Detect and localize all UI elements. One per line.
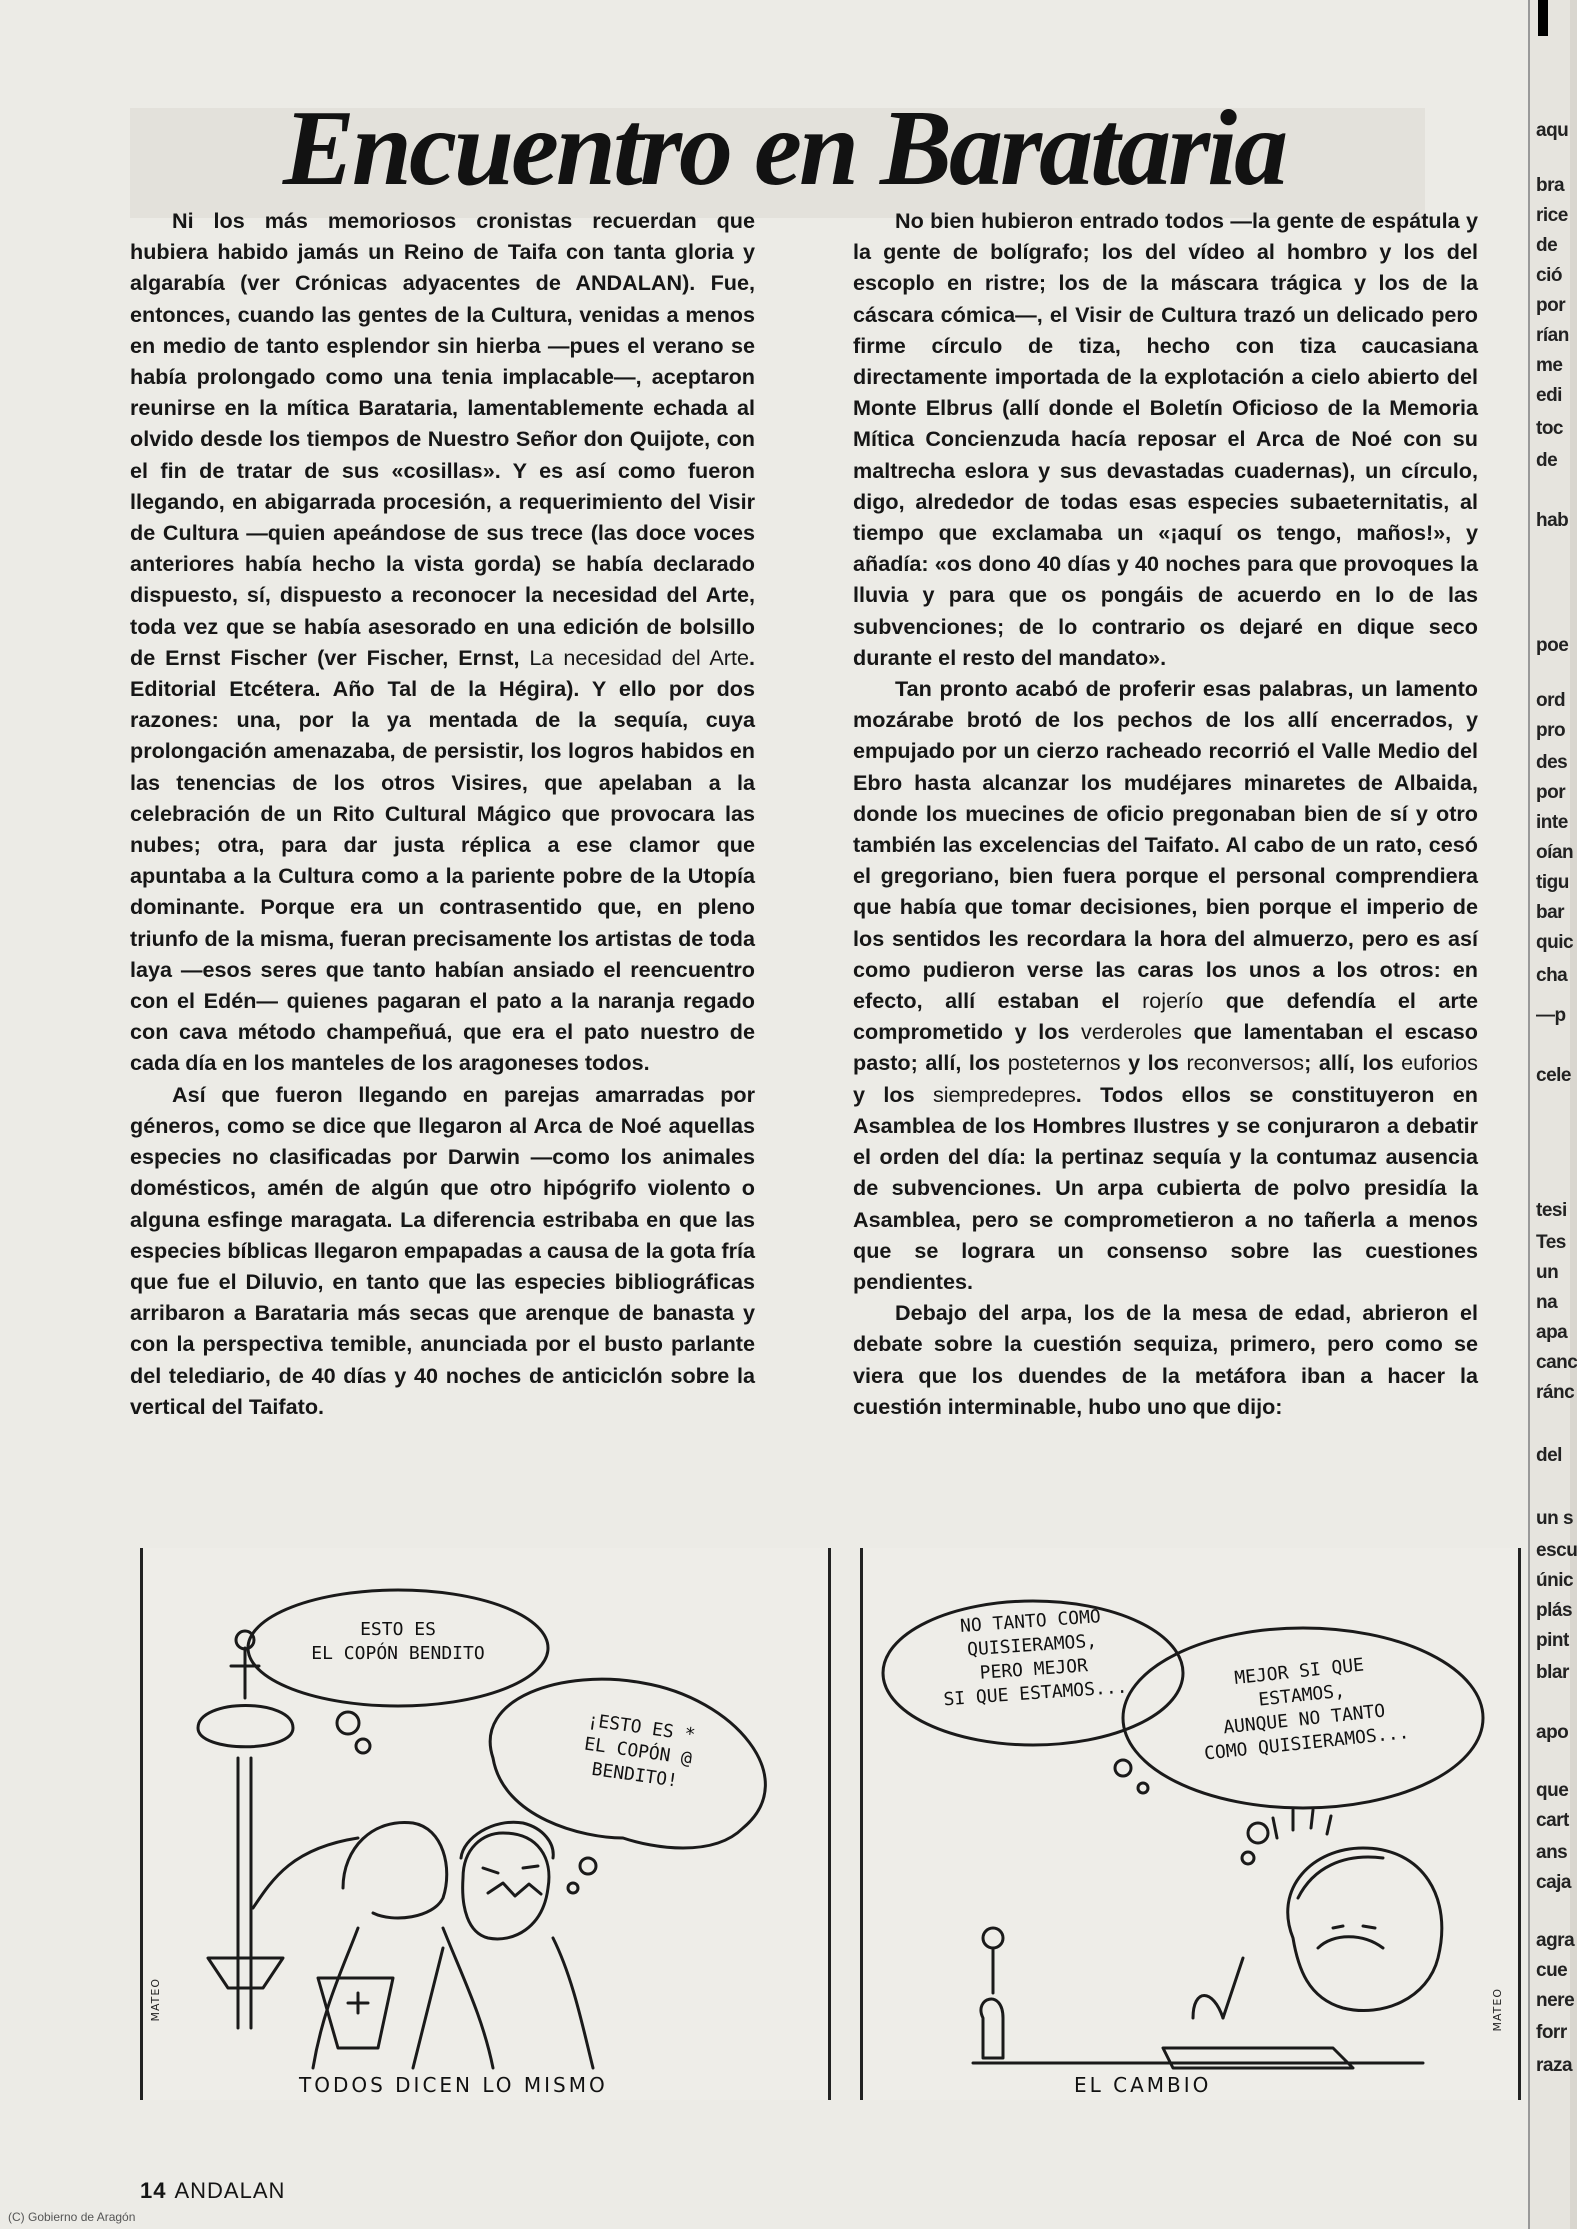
adjacent-page-text-fragment: únic bbox=[1536, 1570, 1574, 1591]
article-text: Así que fueron llegando en parejas amarradas por géneros, como se dice que llegaron al Arca de Noé aquellas especies no clasificadas por Darwin —como los animales domésticos, amén de algún que otro hipógrifo violento o alguna esfinge maragata. La diferencia estribaba en que las especies bíblicas llegaron empapadas a causa de la gota fría que fue el Diluvio, en tanto que las especies bibliográficas arribaron a Barataria más secas que arenque de banasta y con la perspectiva temible, anunciada por el busto parlante del telediario, de 40 días y 40 noches de anticiclón sobre la vertical del Taifato. bbox=[130, 1081, 755, 1419]
adjacent-page-text-fragment: raza bbox=[1536, 2055, 1573, 2076]
artist-signature: MATEO bbox=[149, 1978, 162, 2022]
adjacent-page-text-fragment: de bbox=[1536, 450, 1558, 471]
adjacent-page-text-fragment: me bbox=[1536, 355, 1563, 376]
article-paragraph bbox=[853, 1297, 1478, 1422]
article-text-light: La necesidad del Arte bbox=[529, 644, 749, 670]
adjacent-page-text-fragment: ans bbox=[1536, 1842, 1568, 1863]
article-text: Debajo del arpa, los de la mesa de edad, abrieron el debate sobre la cuestión sequiza, primero, pero como se viera que los duendes de la metáfora iban a hacer la cuestión interminable, hubo uno que dijo: bbox=[853, 1300, 1478, 1419]
copyright-credit: (C) Gobierno de Aragón bbox=[8, 2210, 136, 2224]
bubble-text-esto-es-2: ¡ESTO ES * EL COPÓN @ BENDITO! bbox=[582, 1709, 697, 1792]
article-text-light: verderoles bbox=[1081, 1019, 1182, 1045]
adjacent-page-text-fragment: un bbox=[1536, 1262, 1559, 1283]
adjacent-page-text-fragment: forr bbox=[1536, 2022, 1567, 2043]
adjacent-page-text-fragment: cha bbox=[1536, 965, 1568, 986]
cartoon-el-cambio bbox=[860, 1548, 1521, 2100]
article-text-light: rojerío bbox=[1142, 988, 1204, 1014]
adjacent-page-text-fragment: poe bbox=[1536, 635, 1569, 656]
article-text-light: reconversos bbox=[1186, 1050, 1305, 1076]
adjacent-page-text-fragment: por bbox=[1536, 295, 1566, 316]
adjacent-page-text-fragment: edi bbox=[1536, 385, 1562, 406]
adjacent-page-edge bbox=[1528, 0, 1577, 2229]
article-title: Encuentro en Barataria bbox=[282, 89, 1286, 208]
adjacent-page-text-fragment: bar bbox=[1536, 902, 1565, 923]
article-text-light: posteternos bbox=[1007, 1050, 1121, 1076]
article-text-light: euforios bbox=[1401, 1050, 1478, 1076]
adjacent-page-text-fragment: toc bbox=[1536, 418, 1563, 439]
adjacent-page-text-fragment: blar bbox=[1536, 1662, 1569, 1683]
adjacent-page-text-fragment: oían bbox=[1536, 842, 1574, 863]
adjacent-page-text-fragment: —p bbox=[1536, 1005, 1566, 1026]
article-text: y los bbox=[853, 1081, 933, 1107]
article-paragraph bbox=[853, 673, 1478, 1297]
adjacent-page-text-fragment: hab bbox=[1536, 510, 1569, 531]
bubble-text-no-tanto: NO TANTO COMO QUISIERAMOS, PERO MEJOR SI QUE ESTAMOS... bbox=[942, 1606, 1129, 1711]
page-number: 14 bbox=[140, 2178, 167, 2203]
bubble-text-esto-es-1: ESTO ES EL COPÓN BENDITO bbox=[311, 1619, 485, 1664]
adjacent-page-text-fragment: canc bbox=[1536, 1352, 1577, 1373]
adjacent-page-text-fragment: apa bbox=[1536, 1322, 1568, 1343]
adjacent-page-text-fragment: Tes bbox=[1536, 1232, 1566, 1253]
adjacent-page-text-fragment: por bbox=[1536, 782, 1566, 803]
bubble-text-mejor-si: MEJOR SI QUE ESTAMOS, AUNQUE NO TANTO COMO QUISIERAMOS... bbox=[1203, 1654, 1411, 1765]
adjacent-page-text-fragment: apo bbox=[1536, 1722, 1569, 1743]
page-footer bbox=[140, 2178, 285, 2204]
article-column-left bbox=[130, 205, 755, 1422]
adjacent-page-text-fragment: nere bbox=[1536, 1990, 1575, 2011]
adjacent-page-text-fragment: inte bbox=[1536, 812, 1568, 833]
adjacent-page-text-fragment: pint bbox=[1536, 1630, 1569, 1651]
article-paragraph bbox=[130, 205, 755, 1079]
article-paragraph bbox=[130, 1079, 755, 1422]
adjacent-page-text-fragment: quic bbox=[1536, 932, 1574, 953]
adjacent-page-text-fragment: aqu bbox=[1536, 120, 1569, 141]
article-text-light: siempredepres bbox=[932, 1081, 1076, 1107]
article-text: ; allí, los bbox=[1304, 1050, 1402, 1076]
article-paragraph bbox=[853, 205, 1478, 673]
adjacent-page-text-fragment: des bbox=[1536, 752, 1568, 773]
artist-signature: MATEO bbox=[1491, 1988, 1504, 2032]
article-text: que lamentaban el escaso pasto; allí, los bbox=[853, 1019, 1478, 1076]
publication-name: ANDALAN bbox=[174, 2178, 286, 2203]
adjacent-page-text-fragment: plás bbox=[1536, 1600, 1573, 1621]
article-text: y los bbox=[1120, 1050, 1187, 1076]
cartoon-todos-dicen-lo-mismo bbox=[140, 1548, 831, 2100]
article-text: . Editorial Etcétera. Año Tal de la Hégira). Y ello por dos razones: una, por la ya mentada de la sequía, cuya prolongación amenazaba, de persistir, los logros habidos en las tenencias de los otros Visires, que apelaban a la celebración de un Rito Cultural Mágico que provocara las nubes; otra, para dar justa réplica a ese clamor que apuntaba a la Cultura como a la pariente pobre de la Utopía dominante. Porque era un contrasentido que, en pleno triunfo de la misma, fueran precisamente los artistas de toda laya —esos seres que tanto habían ansiado el reencuentro con el Edén— quienes pagaran el pato a la naranja regado con cava método champeñuá, que era el pato nuestro de cada día en los manteles de los aragoneses todos. bbox=[130, 644, 755, 1076]
article-text: . Todos ellos se constituyeron en Asamblea de los Hombres Ilustres y se conjuraron a debatir el orden del día: la pertinaz sequía y la contumaz ausencia de subvenciones. Un arpa cubierta de polvo presidía la Asamblea, pero se comprometieron a no tañerla a menos que se lograra un consenso sobre las cuestiones pendientes. bbox=[853, 1081, 1478, 1294]
adjacent-page-text-fragment: que bbox=[1536, 1780, 1569, 1801]
adjacent-page-text-fragment: del bbox=[1536, 1445, 1562, 1466]
article-text: Tan pronto acabó de proferir esas palabras, un lamento mozárabe brotó de los pechos de los allí encerrados, y empujado por un cierzo racheado recorrió el Valle Medio del Ebro hasta alcanzar los mudéjares minaretes de Albaida, donde los muecines de oficio pregonaban bien de sí y otro también las excelencias del Taifato. Al cabo de un rato, cesó el gregoriano, bien fuera porque el personal comprendiera que había que tomar decisiones, bien porque el imperio de los sentidos les recordara la hora del almuerzo, pero es así como pudieron verse las caras los unos a los otros: en efecto, allí estaban el bbox=[853, 676, 1478, 1014]
adjacent-page-text-fragment: bra bbox=[1536, 175, 1565, 196]
page-edge-marker bbox=[1538, 0, 1548, 36]
adjacent-page-text-fragment: rice bbox=[1536, 205, 1568, 226]
article-text: que defendía el arte comprometido y los bbox=[853, 988, 1478, 1045]
adjacent-page-text-fragment: ránc bbox=[1536, 1382, 1575, 1403]
article-text: Ni los más memoriosos cronistas recuerdan que hubiera habido jamás un Reino de Taifa con tanta gloria y algarabía (ver Crónicas adyacentes de ANDALAN). Fue, entonces, cuando las gentes de la Cultura, venidas a menos en medio de tanto esplendor sin hierba —pues el verano se había prolongado como una tenia implacable—, aceptaron reunirse en la mítica Barataria, lamentablemente echada al olvido desde los tiempos de Nuestro Señor don Quijote, con el fin de tratar de sus «cosillas». Y es así como fueron llegando, en abigarrada procesión, a requerimiento del Visir de Cultura —quien apeándose de sus trece (las doce voces anteriores había hecho la vista gorda) se había declarado dispuesto, sí, dispuesto a reconocer la necesidad del Arte, toda vez que se había asesorado en una edición de bolsillo de Ernst Fischer (ver Fischer, Ernst, bbox=[130, 208, 755, 670]
adjacent-page-text-fragment: agra bbox=[1536, 1930, 1575, 1951]
adjacent-page-text-fragment: tigu bbox=[1536, 872, 1569, 893]
adjacent-page-text-fragment: rían bbox=[1536, 325, 1569, 346]
cartoon-caption: EL CAMBIO bbox=[1068, 2073, 1217, 2097]
article-text: No bien hubieron entrado todos —la gente de espátula y la gente de bolígrafo; los del vídeo al hombro y los del escoplo en ristre; los de la máscara trágica y los de la cáscara cómica—, el Visir de Cultura trazó un delicado pero firme círculo de tiza, hecho con tiza caucasiana directamente importada de la explotación a cielo abierto del Monte Elbrus (allí donde el Boletín Oficioso de la Memoria Mítica Concienzuda hacía reposar el Arca de Noé con su maltrecha eslora y sus devastadas cuadernas), un círculo, digo, alrededor de todas esas especies subaeternitatis, al tiempo que exclamaba un «¡aquí os tengo, maños!», y añadía: «os dono 40 días y 40 noches para que provoques la lluvia y para que os pongáis de acuerdo en lo de las subvenciones; de lo contrario os dejaré en dique seco durante el resto del mandato». bbox=[853, 208, 1478, 670]
adjacent-page-text-fragment: na bbox=[1536, 1292, 1558, 1313]
cartoon-caption: TODOS DICEN LO MISMO bbox=[293, 2073, 614, 2097]
adjacent-page-text-fragment: cele bbox=[1536, 1065, 1571, 1086]
adjacent-page-text-fragment: de bbox=[1536, 235, 1558, 256]
adjacent-page-text-fragment: ció bbox=[1536, 265, 1562, 286]
adjacent-page-text-fragment: pro bbox=[1536, 720, 1566, 741]
adjacent-page-text-fragment: escu bbox=[1536, 1540, 1577, 1561]
adjacent-page-text-fragment: cue bbox=[1536, 1960, 1568, 1981]
adjacent-page-text-fragment: cart bbox=[1536, 1810, 1569, 1831]
adjacent-page-text-fragment: un s bbox=[1536, 1508, 1574, 1529]
adjacent-page-text-fragment: caja bbox=[1536, 1872, 1571, 1893]
adjacent-page-text-fragment: ord bbox=[1536, 690, 1566, 711]
article-column-right bbox=[853, 205, 1478, 1422]
adjacent-page-text-fragment: tesi bbox=[1536, 1200, 1567, 1221]
